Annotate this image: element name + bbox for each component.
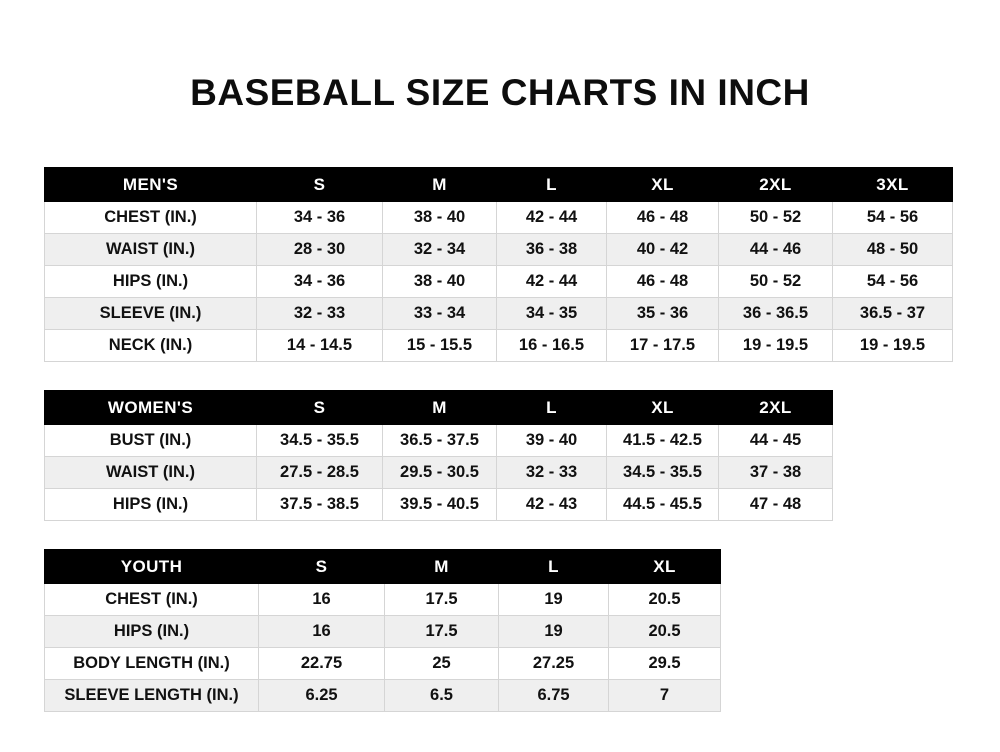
mens-waist-s: 28 - 30 [257, 234, 383, 266]
youth-hips-l: 19 [499, 616, 609, 648]
womens-hips-m: 39.5 - 40.5 [383, 489, 497, 521]
youth-row-label-body-length: BODY LENGTH (IN.) [45, 648, 259, 680]
youth-sleeve-length-s: 6.25 [259, 680, 385, 712]
youth-body-length-xl: 29.5 [609, 648, 721, 680]
youth-sleeve-length-xl: 7 [609, 680, 721, 712]
mens-chest-3xl: 54 - 56 [833, 202, 953, 234]
mens-waist-3xl: 48 - 50 [833, 234, 953, 266]
mens-header-m: M [383, 168, 497, 202]
youth-header-s: S [259, 550, 385, 584]
youth-row-label-chest: CHEST (IN.) [45, 584, 259, 616]
mens-chest-2xl: 50 - 52 [719, 202, 833, 234]
youth-hips-xl: 20.5 [609, 616, 721, 648]
mens-sleeve-xl: 35 - 36 [607, 298, 719, 330]
youth-header-category: YOUTH [45, 550, 259, 584]
womens-header-l: L [497, 391, 607, 425]
womens-row-label-hips: HIPS (IN.) [45, 489, 257, 521]
mens-chest-s: 34 - 36 [257, 202, 383, 234]
womens-header-xl: XL [607, 391, 719, 425]
mens-hips-xl: 46 - 48 [607, 266, 719, 298]
mens-neck-m: 15 - 15.5 [383, 330, 497, 362]
womens-size-table [44, 390, 833, 521]
mens-waist-l: 36 - 38 [497, 234, 607, 266]
table-header-row [45, 391, 833, 425]
womens-row-label-bust: BUST (IN.) [45, 425, 257, 457]
womens-header-category: WOMEN'S [45, 391, 257, 425]
mens-hips-l: 42 - 44 [497, 266, 607, 298]
mens-table-body [45, 202, 953, 362]
womens-waist-xl: 34.5 - 35.5 [607, 457, 719, 489]
youth-size-table [44, 549, 721, 712]
mens-row-label-hips: HIPS (IN.) [45, 266, 257, 298]
mens-chest-l: 42 - 44 [497, 202, 607, 234]
mens-sleeve-2xl: 36 - 36.5 [719, 298, 833, 330]
table-header-row [45, 168, 953, 202]
table-row [45, 425, 833, 457]
mens-hips-s: 34 - 36 [257, 266, 383, 298]
table-row [45, 489, 833, 521]
mens-header-xl: XL [607, 168, 719, 202]
youth-row-label-sleeve-length: SLEEVE LENGTH (IN.) [45, 680, 259, 712]
youth-chest-s: 16 [259, 584, 385, 616]
womens-waist-s: 27.5 - 28.5 [257, 457, 383, 489]
womens-bust-s: 34.5 - 35.5 [257, 425, 383, 457]
youth-sleeve-length-m: 6.5 [385, 680, 499, 712]
mens-hips-3xl: 54 - 56 [833, 266, 953, 298]
mens-sleeve-m: 33 - 34 [383, 298, 497, 330]
womens-hips-l: 42 - 43 [497, 489, 607, 521]
youth-chest-l: 19 [499, 584, 609, 616]
mens-sleeve-l: 34 - 35 [497, 298, 607, 330]
womens-bust-m: 36.5 - 37.5 [383, 425, 497, 457]
mens-chest-m: 38 - 40 [383, 202, 497, 234]
mens-hips-2xl: 50 - 52 [719, 266, 833, 298]
womens-waist-l: 32 - 33 [497, 457, 607, 489]
womens-table-body [45, 425, 833, 521]
youth-row-label-hips: HIPS (IN.) [45, 616, 259, 648]
mens-header-2xl: 2XL [719, 168, 833, 202]
womens-waist-2xl: 37 - 38 [719, 457, 833, 489]
mens-header-category: MEN'S [45, 168, 257, 202]
page-title: BASEBALL SIZE CHARTS IN INCH [190, 72, 810, 113]
womens-hips-xl: 44.5 - 45.5 [607, 489, 719, 521]
youth-hips-m: 17.5 [385, 616, 499, 648]
mens-row-label-neck: NECK (IN.) [45, 330, 257, 362]
youth-table-header [45, 550, 721, 584]
mens-neck-s: 14 - 14.5 [257, 330, 383, 362]
mens-chest-xl: 46 - 48 [607, 202, 719, 234]
mens-waist-xl: 40 - 42 [607, 234, 719, 266]
mens-header-3xl: 3XL [833, 168, 953, 202]
womens-header-2xl: 2XL [719, 391, 833, 425]
youth-body-length-m: 25 [385, 648, 499, 680]
table-row [45, 234, 953, 266]
table-row [45, 616, 721, 648]
mens-neck-l: 16 - 16.5 [497, 330, 607, 362]
table-row [45, 330, 953, 362]
mens-waist-m: 32 - 34 [383, 234, 497, 266]
table-row [45, 680, 721, 712]
mens-neck-3xl: 19 - 19.5 [833, 330, 953, 362]
youth-hips-s: 16 [259, 616, 385, 648]
mens-row-label-waist: WAIST (IN.) [45, 234, 257, 266]
womens-header-s: S [257, 391, 383, 425]
table-row [45, 648, 721, 680]
table-row [45, 584, 721, 616]
youth-table-body [45, 584, 721, 712]
womens-bust-xl: 41.5 - 42.5 [607, 425, 719, 457]
mens-hips-m: 38 - 40 [383, 266, 497, 298]
youth-sleeve-length-l: 6.75 [499, 680, 609, 712]
mens-row-label-chest: CHEST (IN.) [45, 202, 257, 234]
mens-sleeve-3xl: 36.5 - 37 [833, 298, 953, 330]
table-row [45, 457, 833, 489]
youth-chest-xl: 20.5 [609, 584, 721, 616]
mens-neck-2xl: 19 - 19.5 [719, 330, 833, 362]
mens-waist-2xl: 44 - 46 [719, 234, 833, 266]
youth-header-xl: XL [609, 550, 721, 584]
table-header-row [45, 550, 721, 584]
mens-size-table [44, 167, 953, 362]
mens-neck-xl: 17 - 17.5 [607, 330, 719, 362]
mens-header-l: L [497, 168, 607, 202]
mens-sleeve-s: 32 - 33 [257, 298, 383, 330]
youth-header-m: M [385, 550, 499, 584]
mens-table-header [45, 168, 953, 202]
table-row [45, 298, 953, 330]
youth-header-l: L [499, 550, 609, 584]
table-row [45, 266, 953, 298]
womens-waist-m: 29.5 - 30.5 [383, 457, 497, 489]
youth-body-length-l: 27.25 [499, 648, 609, 680]
table-row [45, 202, 953, 234]
charts-container [0, 167, 1000, 712]
youth-chest-m: 17.5 [385, 584, 499, 616]
womens-hips-s: 37.5 - 38.5 [257, 489, 383, 521]
mens-row-label-sleeve: SLEEVE (IN.) [45, 298, 257, 330]
mens-header-s: S [257, 168, 383, 202]
womens-bust-l: 39 - 40 [497, 425, 607, 457]
youth-body-length-s: 22.75 [259, 648, 385, 680]
womens-bust-2xl: 44 - 45 [719, 425, 833, 457]
womens-table-header [45, 391, 833, 425]
womens-row-label-waist: WAIST (IN.) [45, 457, 257, 489]
womens-header-m: M [383, 391, 497, 425]
womens-hips-2xl: 47 - 48 [719, 489, 833, 521]
